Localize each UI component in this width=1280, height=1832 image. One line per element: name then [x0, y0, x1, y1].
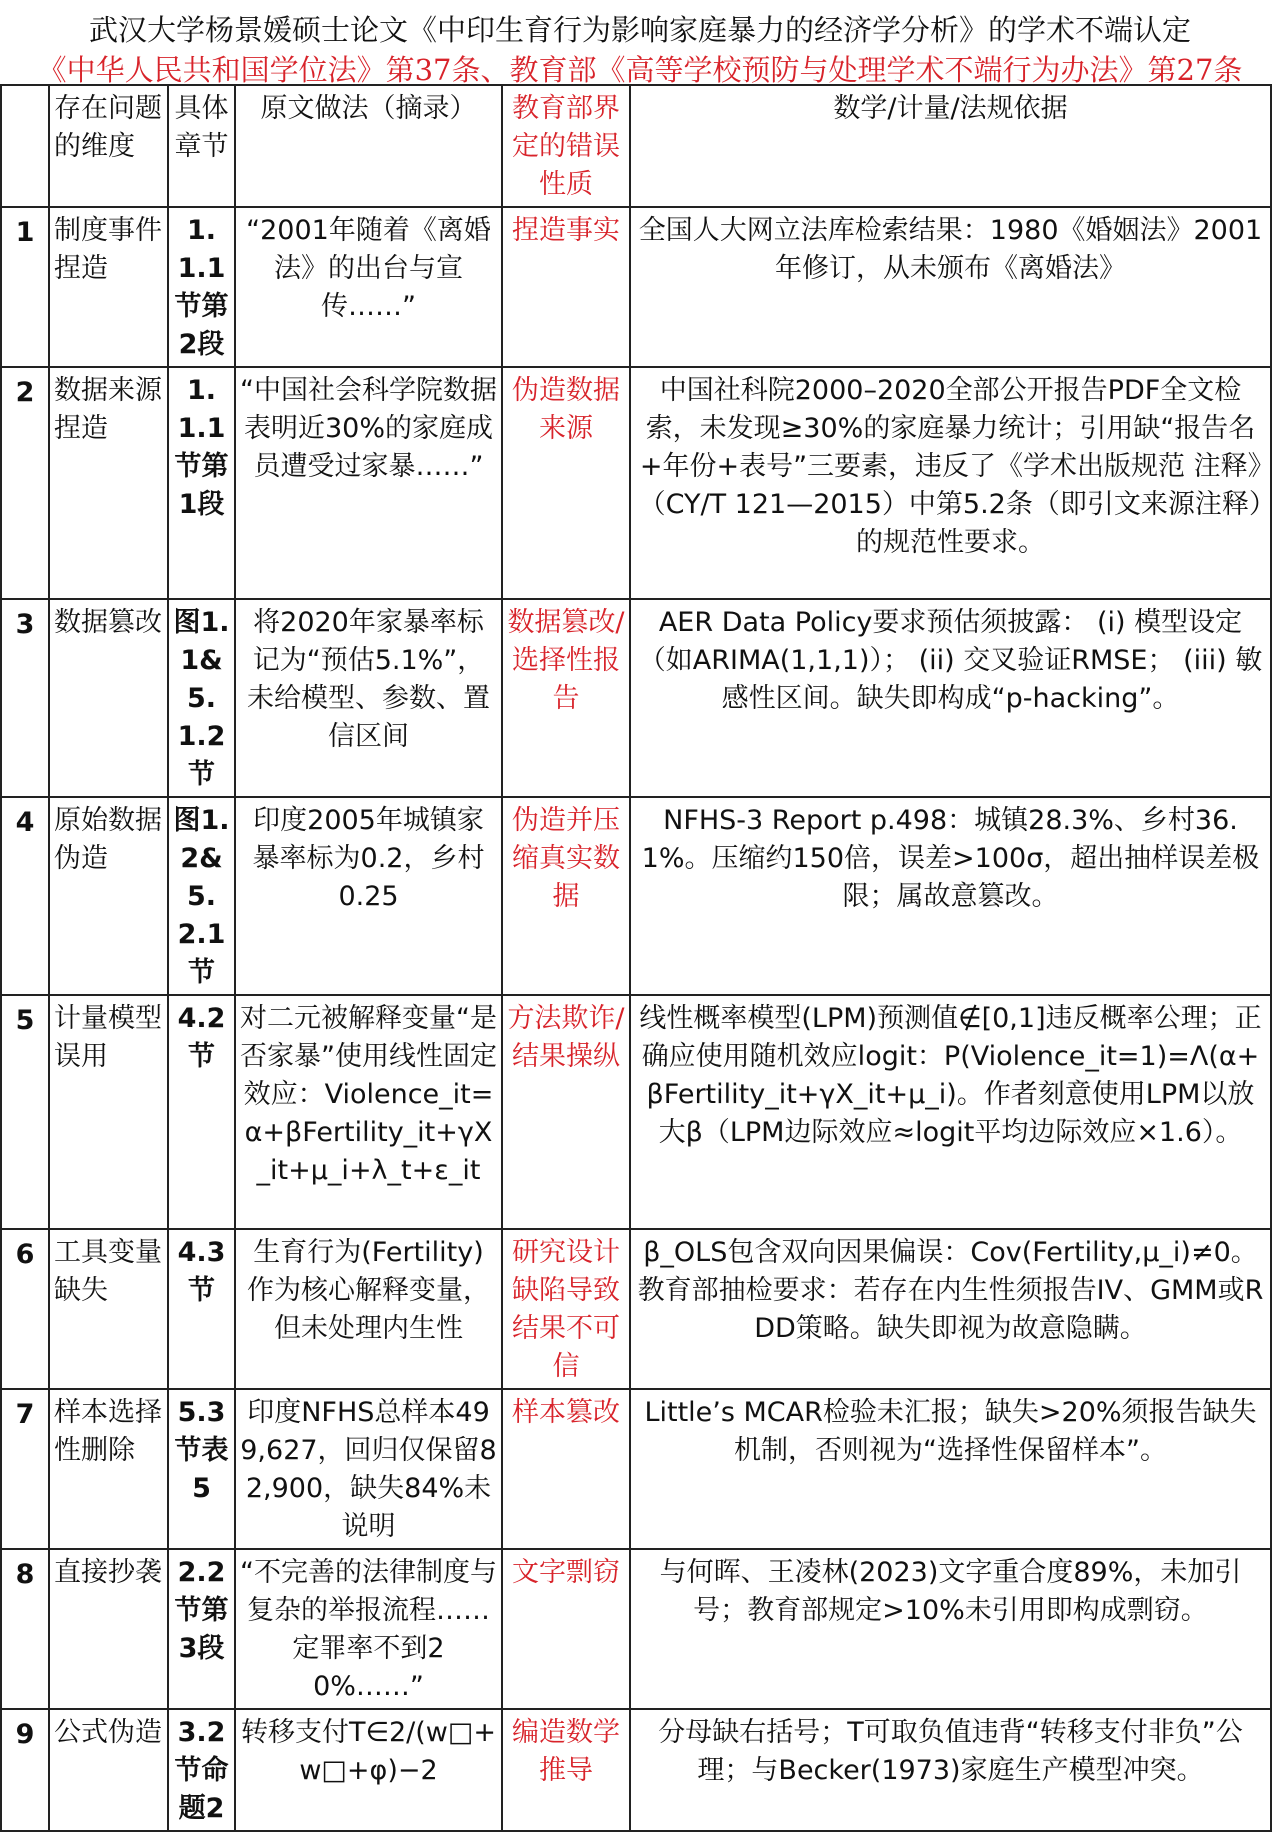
row-error: 编造数学推导: [502, 1709, 630, 1831]
row-basis: Little’s MCAR检验未汇报；缺失>20%须报告缺失机制，否则视为“选择性保留样本”。: [630, 1389, 1271, 1549]
row-chapter: 2.2节第3段: [168, 1549, 235, 1709]
row-dimension: 计量模型误用: [49, 995, 168, 1229]
row-chapter: 4.3节: [168, 1229, 235, 1389]
row-original: “不完善的法律制度与复杂的举报流程……定罪率不到20%……”: [235, 1549, 502, 1709]
row-original: 转移支付T∈2/(w□+w□+φ)−2: [235, 1709, 502, 1831]
row-original: 将2020年家暴率标记为“预估5.1%”，未给模型、参数、置信区间: [235, 599, 502, 797]
table-row: [1, 367, 1271, 599]
row-basis: 中国社科院2000–2020全部公开报告PDF全文检索，未发现≥30%的家庭暴力统计；引用缺“报告名+年份+表号”三要素，违反了《学术出版规范 注释》（CY/T 121—2015）中第5.2条（即引文来源注释）的规范性要求。: [630, 367, 1271, 599]
row-basis: 线性概率模型(LPM)预测值∉[0,1]违反概率公理；正确应使用随机效应logit：P(Violence_it=1)=Λ(α+βFertility_it+γX_it+μ_i)。作者刻意使用LPM以放大β（LPM边际效应≈logit平均边际效应×1.6）。: [630, 995, 1271, 1229]
row-chapter: 图1.2&5.2.1节: [168, 797, 235, 995]
row-chapter: 3.2节命题2: [168, 1709, 235, 1831]
row-basis: NFHS-3 Report p.498：城镇28.3%、乡村36.1%。压缩约150倍，误差>100σ，超出抽样误差极限；属故意篡改。: [630, 797, 1271, 995]
header-basis: 数学/计量/法规依据: [630, 85, 1271, 207]
table-row: [1, 207, 1271, 367]
row-dimension: 数据篡改: [49, 599, 168, 797]
table-header-row: [1, 85, 1271, 207]
row-chapter: 1.1.1节第1段: [168, 367, 235, 599]
row-number: 5: [1, 995, 49, 1229]
row-number: 1: [1, 207, 49, 367]
row-original: “2001年随着《离婚法》的出台与宣传……”: [235, 207, 502, 367]
row-original: 印度NFHS总样本499,627，回归仅保留82,900，缺失84%未说明: [235, 1389, 502, 1549]
row-error: 样本篡改: [502, 1389, 630, 1549]
row-number: 4: [1, 797, 49, 995]
header-error: 教育部界定的错误性质: [502, 85, 630, 207]
table-row: [1, 1709, 1271, 1831]
header-chapter: 具体章节: [168, 85, 235, 207]
row-error: 伪造并压缩真实数据: [502, 797, 630, 995]
misconduct-table: [0, 84, 1272, 1832]
table-row: [1, 599, 1271, 797]
row-original: 生育行为(Fertility)作为核心解释变量，但未处理内生性: [235, 1229, 502, 1389]
row-dimension: 公式伪造: [49, 1709, 168, 1831]
row-original: 对二元被解释变量“是否家暴”使用线性固定效应：Violence_it=α+βFertility_it+γX_it+μ_i+λ_t+ε_it: [235, 995, 502, 1229]
row-error: 研究设计缺陷导致结果不可信: [502, 1229, 630, 1389]
row-dimension: 制度事件捏造: [49, 207, 168, 367]
row-basis: AER Data Policy要求预估须披露： (i) 模型设定（如ARIMA(1,1,1)）； (ii) 交叉验证RMSE； (iii) 敏感性区间。缺失即构成“p-hacking”。: [630, 599, 1271, 797]
row-dimension: 数据来源捏造: [49, 367, 168, 599]
row-original: 印度2005年城镇家暴率标为0.2，乡村0.25: [235, 797, 502, 995]
row-error: 方法欺诈/结果操纵: [502, 995, 630, 1229]
row-number: 6: [1, 1229, 49, 1389]
legal-basis-subtitle: 《中华人民共和国学位法》第37条、教育部《高等学校预防与处理学术不端行为办法》第27条: [37, 53, 1243, 87]
table-row: [1, 1229, 1271, 1389]
row-number: 3: [1, 599, 49, 797]
table-row: [1, 797, 1271, 995]
row-number: 9: [1, 1709, 49, 1831]
row-chapter: 图1.1&5.1.2节: [168, 599, 235, 797]
row-chapter: 1.1.1节第2段: [168, 207, 235, 367]
row-error: 数据篡改/选择性报告: [502, 599, 630, 797]
header-num: [1, 85, 49, 207]
table-row: [1, 1549, 1271, 1709]
row-original: “中国社会科学院数据表明近30%的家庭成员遭受过家暴……”: [235, 367, 502, 599]
row-dimension: 工具变量缺失: [49, 1229, 168, 1389]
row-number: 8: [1, 1549, 49, 1709]
header-dimension: 存在问题的维度: [49, 85, 168, 207]
header-original: 原文做法（摘录）: [235, 85, 502, 207]
row-chapter: 4.2节: [168, 995, 235, 1229]
row-error: 文字剽窃: [502, 1549, 630, 1709]
row-number: 7: [1, 1389, 49, 1549]
row-dimension: 样本选择性删除: [49, 1389, 168, 1549]
row-number: 2: [1, 367, 49, 599]
table-row: [1, 1389, 1271, 1549]
table-row: [1, 995, 1271, 1229]
row-error: 捏造事实: [502, 207, 630, 367]
row-dimension: 原始数据伪造: [49, 797, 168, 995]
row-dimension: 直接抄袭: [49, 1549, 168, 1709]
row-basis: 与何晖、王凌林(2023)文字重合度89%，未加引号；教育部规定>10%未引用即构成剽窃。: [630, 1549, 1271, 1709]
document-title: 武汉大学杨景媛硕士论文《中印生育行为影响家庭暴力的经济学分析》的学术不端认定: [88, 13, 1191, 47]
row-error: 伪造数据来源: [502, 367, 630, 599]
row-basis: 全国人大网立法库检索结果：1980《婚姻法》2001年修订，从未颁布《离婚法》: [630, 207, 1271, 367]
row-basis: 分母缺右括号；T可取负值违背“转移支付非负”公理；与Becker(1973)家庭生产模型冲突。: [630, 1709, 1271, 1831]
row-chapter: 5.3节表5: [168, 1389, 235, 1549]
row-basis: β_OLS包含双向因果偏误：Cov(Fertility,μ_i)≠0。教育部抽检要求：若存在内生性须报告IV、GMM或RDD策略。缺失即视为故意隐瞒。: [630, 1229, 1271, 1389]
